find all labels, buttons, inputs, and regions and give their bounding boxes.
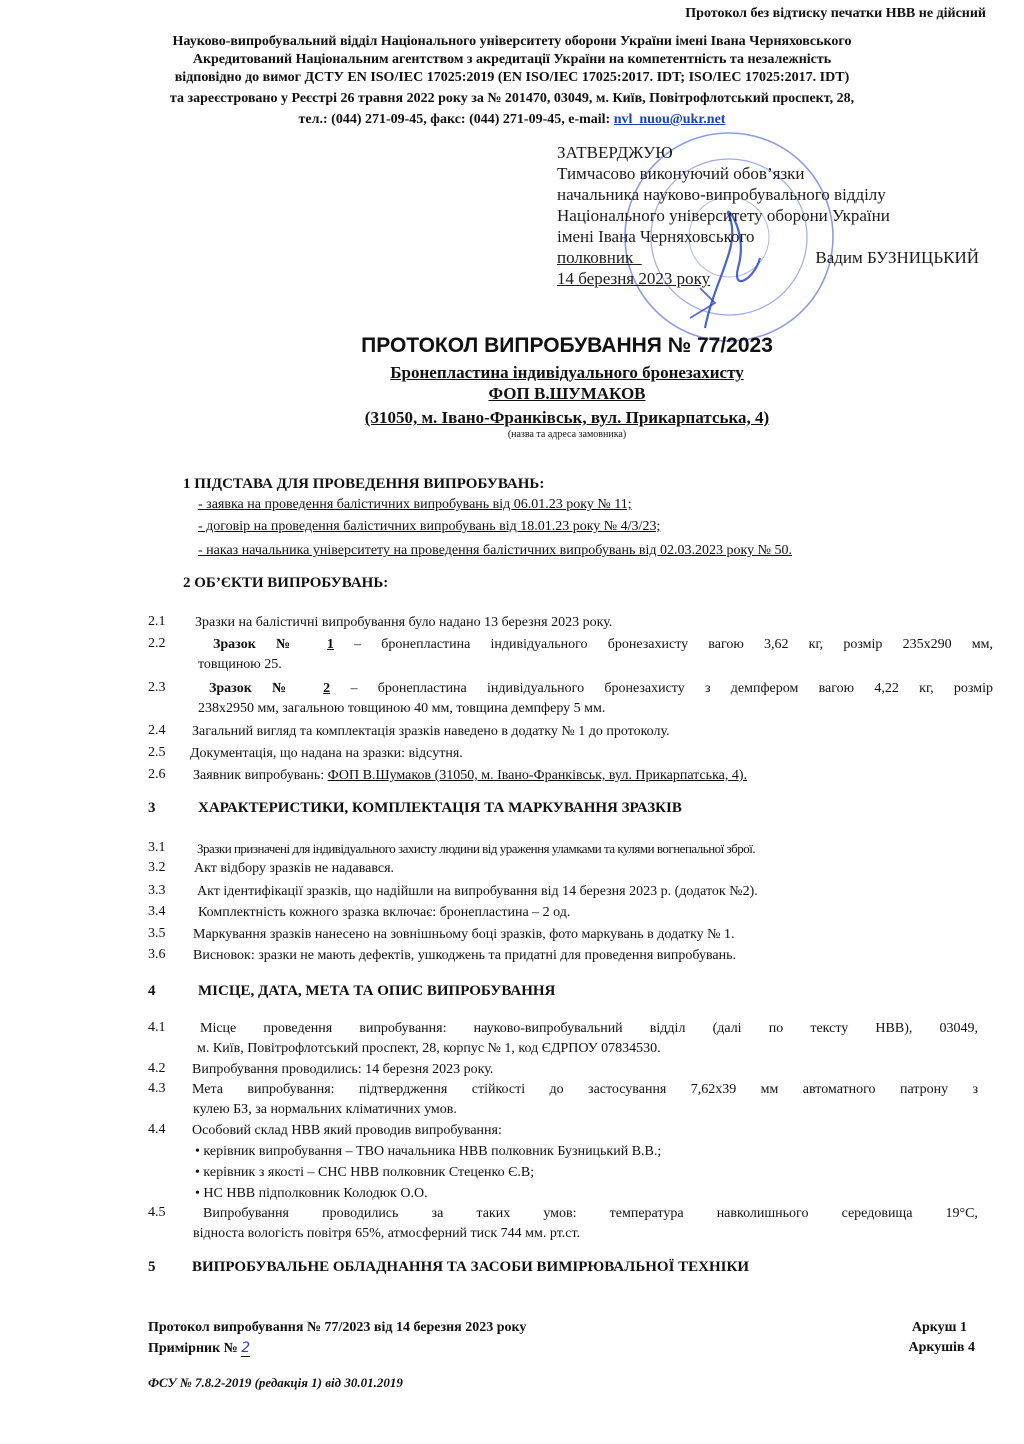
approval-line: імені Івана Черняховського [557,227,755,246]
item-text: Комплектність кожного зразка включає: бронепластина – 2 од. [198,905,571,920]
item-number: 4.2 [148,1061,166,1076]
item-number: 4.3 [148,1081,166,1096]
approval-date: 14 березня 2023 року [557,269,711,288]
staff-item: • керівник з якості – СНС НВВ полковник Стеценко Є.В; [195,1165,535,1180]
section-3-heading: ХАРАКТЕРИСТИКИ, КОМПЛЕКТАЦІЯ ТА МАРКУВАННЯ ЗРАЗКІВ [198,800,682,816]
basis-item: - наказ начальника університету на проведення балістичних випробувань від 02.03.2023 року № 50. [198,543,792,558]
item-text: відноста вологість повітря 65%, атмосферний тиск 744 мм. рт.ст. [193,1226,581,1241]
customer-caption: (назва та адреса замовника) [507,429,627,440]
header-line-2: Акредитований Національним агентством з акредитації України на компетентність та незалежність [192,52,832,67]
item-text: товщиною 25. [198,657,282,672]
approval-line: Тимчасово виконуючий обов’язки [557,164,805,183]
section-5-number: 5 [148,1259,156,1275]
item-text: Місце проведення випробування: науково-випробувальний відділ (далі по тексту НВВ), 03049, [200,1021,978,1036]
item-number: 2.3 [148,680,166,695]
item-text: Акт відбору зразків не надавався. [194,861,395,876]
item-text: Документація, що надана на зразки: відсутня. [190,746,463,761]
section-5-heading: ВИПРОБУВАЛЬНЕ ОБЛАДНАННЯ ТА ЗАСОБИ ВИМІРЮВАЛЬНОЇ ТЕХНІКИ [192,1259,750,1275]
item-text: Заявник випробувань: ФОП В.Шумаков (31050, м. Івано-Франківськ, вул. Прикарпатська, 4). [193,768,748,783]
footer-protocol: Протокол випробування № 77/2023 від 14 березня 2023 року [148,1320,527,1335]
item-number: 3.3 [148,883,166,898]
header-line-1: Науково-випробувальний відділ Національного університету оборони України імені Івана Черняховського [172,34,852,49]
item-text: Зразки на балістичні випробування було надано 13 березня 2023 року. [195,615,613,630]
item-text: 238х2950 мм, загальною товщиною 40 мм, товщина демпферу 5 мм. [198,701,606,716]
item-number: 2.1 [148,614,166,629]
approval-rank: полковник [557,248,634,267]
item-text: Зразок № 2 – бронепластина індивідуального бронезахисту з демпфером вагою 4,22 кг, розмір [209,681,993,696]
item-text: Особовий склад НВВ який проводив випробування: [192,1123,502,1138]
item-number: 4.1 [148,1020,166,1035]
item-text: м. Київ, Повітрофлотський проспект, 28, корпус № 1, код ЄДРПОУ 07834530. [197,1041,661,1056]
customer-address: (31050, м. Івано-Франківськ, вул. Прикарпатська, 4) [364,408,770,427]
item-text: Зразки призначені для індивідуального захисту людини від ураження уламками та кулями вогнепальної зброї. [197,841,756,856]
header-line-3: відповідно до вимог ДСТУ EN ISO/IEC 17025:2019 (EN ISO/IEC 17025:2017. IDT; ISO/IEC 17025:2017. IDT) [174,70,850,85]
item-number: 2.6 [148,767,166,782]
item-number: 3.6 [148,947,166,962]
footer-copy: Примірник № 2 [148,1340,251,1356]
item-text: Випробування проводились за таких умов: температура навколишнього середовища 19°С, [203,1206,978,1221]
basis-item: - заявка на проведення балістичних випробувань від 06.01.23 року № 11; [198,497,632,512]
approval-heading: ЗАТВЕРДЖУЮ [557,143,673,162]
item-text: Акт ідентифікації зразків, що надійшли на випробування від 14 березня 2023 р. (додаток №2). [197,884,758,899]
approval-block [557,142,987,289]
item-number: 3.1 [148,840,166,855]
approval-line: Національного університету оборони України [557,206,890,225]
email-link[interactable]: nvl_nuou@ukr.net [613,112,726,127]
staff-item: • керівник випробування – ТВО начальника НВВ полковник Бузницький В.В.; [195,1144,662,1159]
section-4-number: 4 [148,983,156,999]
item-text: Зразок № 1 – бронепластина індивідуального бронезахисту вагою 3,62 кг, розмір 235х290 мм, [213,637,993,652]
protocol-title: ПРОТОКОЛ ВИПРОБУВАННЯ № 77/2023 [361,334,773,357]
customer-name: ФОП В.ШУМАКОВ [488,384,646,403]
item-number: 4.5 [148,1205,166,1220]
contacts: тел.: (044) 271-09-45, факс: (044) 271-09-45, e-mail: [298,112,614,127]
item-number: 2.2 [148,636,166,651]
item-number: 3.4 [148,904,166,919]
item-number: 3.5 [148,926,166,941]
product-name: Бронепластина індивідуального бронезахисту [390,363,744,382]
header-line-4: та зареєстровано у Реєстрі 26 травня 2022 року за № 201470, 03049, м. Київ, Повітрофлотський проспект, 28, [169,91,855,106]
section-4-heading: МІСЦЕ, ДАТА, МЕТА ТА ОПИС ВИПРОБУВАННЯ [198,983,556,999]
section-1-heading: 1 ПІДСТАВА ДЛЯ ПРОВЕДЕННЯ ВИПРОБУВАНЬ: [183,476,545,492]
item-text: Загальний вигляд та комплектація зразків наведено в додатку № 1 до протоколу. [192,724,670,739]
item-text: кулею БЗ, за нормальних кліматичних умов. [193,1102,457,1117]
approval-signature-line [557,247,979,268]
footer-sheet: Аркуш 1 [911,1320,967,1335]
approval-name: Вадим БУЗНИЦЬКИЙ [815,248,979,267]
item-text: Висновок: зразки не мають дефектів, ушкоджень та придатні для проведення випробувань. [193,948,736,963]
section-3-number: 3 [148,800,156,816]
item-number: 2.4 [148,723,166,738]
approval-line: начальника науково-випробувального відділу [557,185,886,204]
staff-item: • НС НВВ підполковник Колодюк О.О. [195,1186,428,1201]
item-text: Мета випробування: підтвердження стійкості до застосування 7,62х39 мм автоматного патрону з [192,1082,978,1097]
item-text: Випробування проводились: 14 березня 2023 року. [192,1062,494,1077]
section-2-heading: 2 ОБ’ЄКТИ ВИПРОБУВАНЬ: [183,575,389,591]
basis-item: - договір на проведення балістичних випробувань від 18.01.23 року № 4/3/23; [198,519,661,534]
header-line-5 [0,111,1024,129]
item-number: 2.5 [148,745,166,760]
footer-sheets: Аркушів 4 [908,1340,975,1355]
item-number: 4.4 [148,1122,166,1137]
item-number: 3.2 [148,860,166,875]
footer-form: ФСУ № 7.8.2-2019 (редакція 1) від 30.01.2019 [148,1375,403,1390]
item-text: Маркування зразків нанесено на зовнішньому боці зразків, фото маркувань в додатку № 1. [193,927,735,942]
validity-note: Протокол без відтиску печатки НВВ не дійсний [685,6,986,21]
